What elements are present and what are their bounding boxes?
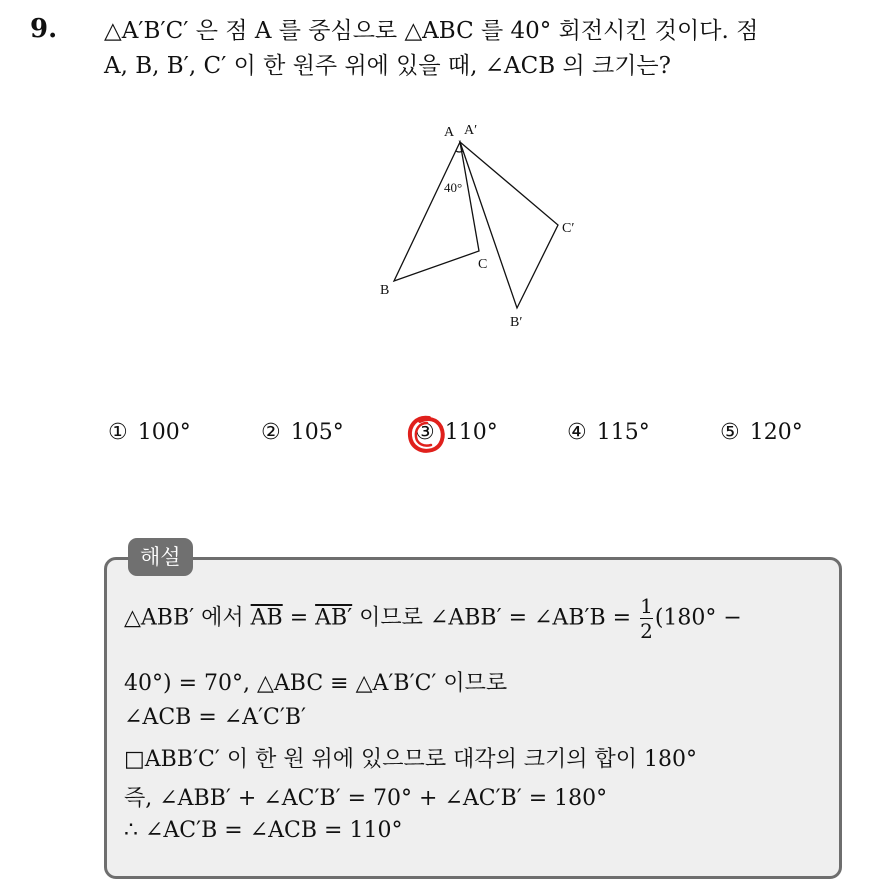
label-a-prime: A′ (464, 123, 478, 138)
fraction-denominator: 2 (640, 619, 653, 643)
label-a: A (444, 125, 455, 140)
solution-line-3: ∠ACB = ∠A′C′B′ (124, 705, 307, 730)
question-number: 9. (30, 14, 58, 44)
choice-value: 105° (290, 420, 344, 445)
choice-mark: ③ (415, 420, 435, 445)
choice-5[interactable] (720, 420, 803, 445)
choice-mark: ④ (567, 420, 587, 445)
question-line-2: A, B, B′, C′ 이 한 원주 위에 있을 때, ∠ACB 의 크기는? (104, 53, 671, 79)
solution-text: (180° − (654, 605, 742, 631)
label-b-prime: B′ (510, 315, 523, 330)
choice-value: 120° (749, 420, 803, 445)
solution-text: 이므로 ∠ABB′ = ∠AB′B = (352, 605, 639, 631)
choice-4[interactable] (567, 420, 650, 445)
label-c-prime: C′ (562, 221, 575, 236)
choice-mark: ⑤ (720, 420, 740, 445)
solution-line-4: □ABB′C′ 이 한 원 위에 있으므로 대각의 크기의 합이 180° (124, 747, 698, 772)
rotation-figure (360, 118, 600, 338)
label-angle: 40° (444, 180, 463, 195)
solution-line-6: ∴ ∠AC′B = ∠ACB = 110° (124, 818, 403, 843)
question-line-1: △A′B′C′ 은 점 A 를 중심으로 △ABC 를 40° 회전시킨 것이다. 점 (104, 18, 759, 44)
solution-line-1 (124, 594, 844, 643)
answer-choices (108, 420, 828, 456)
fraction-numerator: 1 (640, 594, 653, 618)
fraction-one-half (640, 594, 653, 643)
choice-value: 100° (137, 420, 191, 445)
choice-mark: ① (108, 420, 128, 445)
solution-tab: 해설 (128, 538, 193, 576)
choice-1[interactable] (108, 420, 191, 445)
choice-mark: ② (261, 420, 281, 445)
selected-answer-circle-icon (405, 412, 449, 458)
segment-ab: $\overline{AB}$ (250, 605, 283, 631)
triangle-abc (394, 142, 479, 281)
equals-sign: = (282, 605, 316, 631)
solution-line-2: 40°) = 70°, △ABC ≡ △A′B′C′ 이므로 (124, 671, 508, 696)
segment-ab-prime: AB′ (315, 605, 353, 631)
angle-arc (456, 151, 463, 152)
choice-value: 110° (444, 420, 498, 445)
question-text (104, 14, 864, 84)
solution-text: △ABB′ 에서 (124, 605, 251, 631)
solution-line-5: 즉, ∠ABB′ + ∠AC′B′ = 70° + ∠AC′B′ = 180° (124, 786, 608, 811)
choice-2[interactable] (261, 420, 344, 445)
label-c: C (478, 257, 488, 272)
label-b: B (380, 283, 390, 298)
choice-value: 115° (596, 420, 650, 445)
